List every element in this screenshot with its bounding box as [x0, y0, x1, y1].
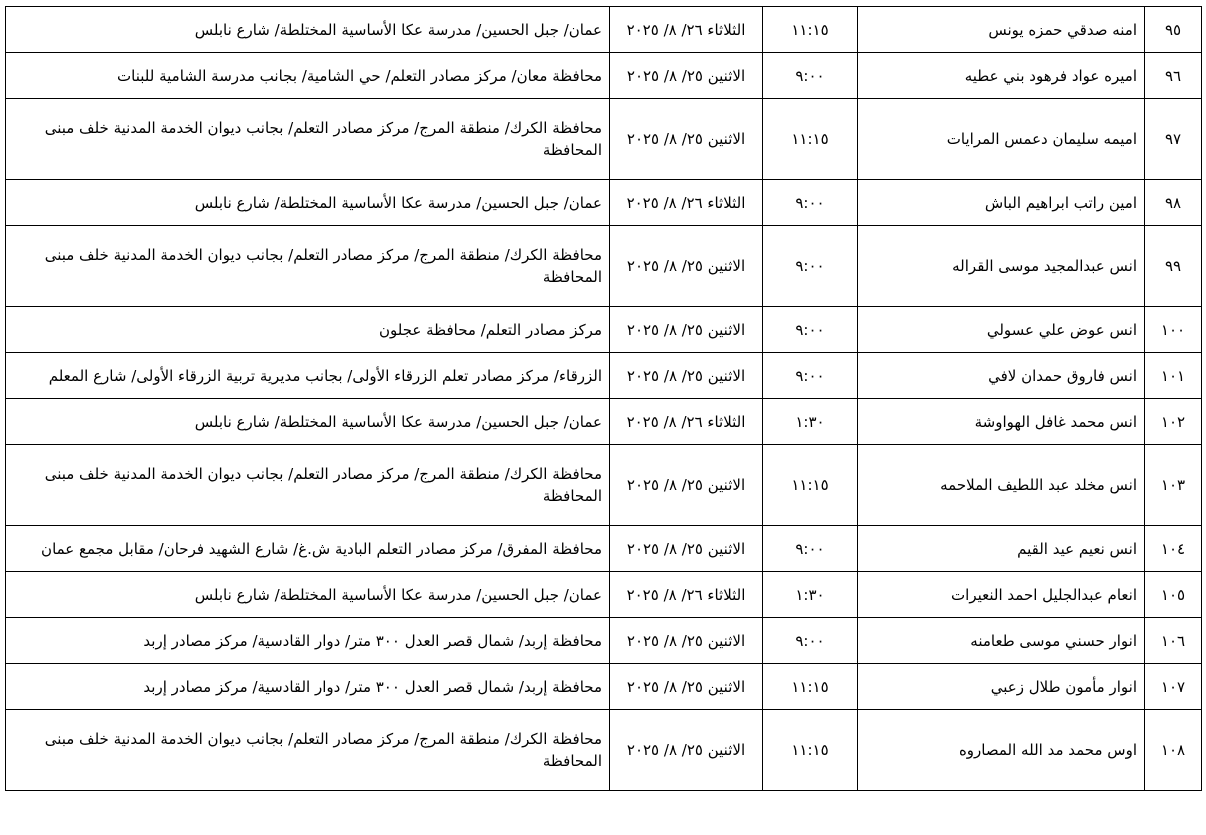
table-row [6, 710, 1202, 791]
candidate-name: انس عبدالمجيد موسى القراله [858, 226, 1145, 307]
exam-location: عمان/ جبل الحسين/ مدرسة عكا الأساسية المختلطة/ شارع نابلس [6, 180, 610, 226]
candidate-name: اوس محمد مد الله المصاروه [858, 710, 1145, 791]
exam-date: الثلاثاء ٢٦/ ٨/ ٢٠٢٥ [610, 399, 763, 445]
exam-location: مركز مصادر التعلم/ محافظة عجلون [6, 307, 610, 353]
exam-date: الاثنين ٢٥/ ٨/ ٢٠٢٥ [610, 664, 763, 710]
row-number: ٩٦ [1145, 53, 1202, 99]
row-number: ١٠٧ [1145, 664, 1202, 710]
candidate-name: اميمه سليمان دعمس المرايات [858, 99, 1145, 180]
exam-location: محافظة الكرك/ منطقة المرج/ مركز مصادر التعلم/ بجانب ديوان الخدمة المدنية خلف مبنى المحافظة [6, 226, 610, 307]
exam-location: محافظة معان/ مركز مصادر التعلم/ حي الشامية/ بجانب مدرسة الشامية للبنات [6, 53, 610, 99]
table-row [6, 226, 1202, 307]
exam-date: الاثنين ٢٥/ ٨/ ٢٠٢٥ [610, 710, 763, 791]
exam-location: محافظة المفرق/ مركز مصادر التعلم البادية ش.غ/ شارع الشهيد فرحان/ مقابل مجمع عمان [6, 526, 610, 572]
row-number: ٩٨ [1145, 180, 1202, 226]
exam-time: ١١:١٥ [763, 445, 858, 526]
exam-time: ١١:١٥ [763, 99, 858, 180]
exam-date: الاثنين ٢٥/ ٨/ ٢٠٢٥ [610, 526, 763, 572]
table-row [6, 664, 1202, 710]
exam-location: محافظة الكرك/ منطقة المرج/ مركز مصادر التعلم/ بجانب ديوان الخدمة المدنية خلف مبنى المحافظة [6, 445, 610, 526]
exam-date: الاثنين ٢٥/ ٨/ ٢٠٢٥ [610, 307, 763, 353]
candidate-name: انس فاروق حمدان لافي [858, 353, 1145, 399]
exam-location: محافظة الكرك/ منطقة المرج/ مركز مصادر التعلم/ بجانب ديوان الخدمة المدنية خلف مبنى المحافظة [6, 710, 610, 791]
row-number: ١٠٠ [1145, 307, 1202, 353]
table-row [6, 353, 1202, 399]
table-row [6, 53, 1202, 99]
exam-time: ٩:٠٠ [763, 180, 858, 226]
exam-date: الاثنين ٢٥/ ٨/ ٢٠٢٥ [610, 353, 763, 399]
exam-date: الثلاثاء ٢٦/ ٨/ ٢٠٢٥ [610, 7, 763, 53]
exam-time: ٩:٠٠ [763, 353, 858, 399]
table-row [6, 7, 1202, 53]
row-number: ١٠١ [1145, 353, 1202, 399]
exam-location: عمان/ جبل الحسين/ مدرسة عكا الأساسية المختلطة/ شارع نابلس [6, 7, 610, 53]
row-number: ١٠٤ [1145, 526, 1202, 572]
table-row [6, 180, 1202, 226]
exam-location: محافظة إربد/ شمال قصر العدل ٣٠٠ متر/ دوار القادسية/ مركز مصادر إربد [6, 618, 610, 664]
exam-time: ٩:٠٠ [763, 307, 858, 353]
schedule-table [5, 6, 1202, 791]
row-number: ١٠٢ [1145, 399, 1202, 445]
row-number: ٩٩ [1145, 226, 1202, 307]
exam-date: الاثنين ٢٥/ ٨/ ٢٠٢٥ [610, 99, 763, 180]
table-row [6, 572, 1202, 618]
exam-location: محافظة إربد/ شمال قصر العدل ٣٠٠ متر/ دوار القادسية/ مركز مصادر إربد [6, 664, 610, 710]
table-row [6, 445, 1202, 526]
exam-date: الثلاثاء ٢٦/ ٨/ ٢٠٢٥ [610, 180, 763, 226]
row-number: ١٠٥ [1145, 572, 1202, 618]
row-number: ١٠٦ [1145, 618, 1202, 664]
exam-time: ١:٣٠ [763, 399, 858, 445]
table-row [6, 399, 1202, 445]
table-row [6, 526, 1202, 572]
exam-date: الاثنين ٢٥/ ٨/ ٢٠٢٥ [610, 226, 763, 307]
table-row [6, 99, 1202, 180]
row-number: ٩٧ [1145, 99, 1202, 180]
exam-location: عمان/ جبل الحسين/ مدرسة عكا الأساسية المختلطة/ شارع نابلس [6, 572, 610, 618]
exam-location: الزرقاء/ مركز مصادر تعلم الزرقاء الأولى/ بجانب مديرية تربية الزرقاء الأولى/ شارع المعلم [6, 353, 610, 399]
exam-date: الثلاثاء ٢٦/ ٨/ ٢٠٢٥ [610, 572, 763, 618]
exam-date: الاثنين ٢٥/ ٨/ ٢٠٢٥ [610, 445, 763, 526]
candidate-name: انس نعيم عيد القيم [858, 526, 1145, 572]
candidate-name: امنه صدقي حمزه يونس [858, 7, 1145, 53]
table-row [6, 618, 1202, 664]
row-number: ٩٥ [1145, 7, 1202, 53]
row-number: ١٠٨ [1145, 710, 1202, 791]
exam-time: ١١:١٥ [763, 710, 858, 791]
candidate-name: انعام عبدالجليل احمد النعيرات [858, 572, 1145, 618]
exam-date: الاثنين ٢٥/ ٨/ ٢٠٢٥ [610, 53, 763, 99]
candidate-name: انس مخلد عبد اللطيف الملاحمه [858, 445, 1145, 526]
exam-time: ١١:١٥ [763, 7, 858, 53]
table-row [6, 307, 1202, 353]
exam-location: محافظة الكرك/ منطقة المرج/ مركز مصادر التعلم/ بجانب ديوان الخدمة المدنية خلف مبنى المحافظة [6, 99, 610, 180]
exam-time: ٩:٠٠ [763, 526, 858, 572]
exam-time: ٩:٠٠ [763, 618, 858, 664]
exam-date: الاثنين ٢٥/ ٨/ ٢٠٢٥ [610, 618, 763, 664]
candidate-name: انوار مأمون طلال زعبي [858, 664, 1145, 710]
candidate-name: اميره عواد فرهود بني عطيه [858, 53, 1145, 99]
candidate-name: انس محمد غافل الهواوشة [858, 399, 1145, 445]
exam-time: ٩:٠٠ [763, 226, 858, 307]
exam-time: ٩:٠٠ [763, 53, 858, 99]
candidate-name: امين راتب ابراهيم الباش [858, 180, 1145, 226]
row-number: ١٠٣ [1145, 445, 1202, 526]
exam-location: عمان/ جبل الحسين/ مدرسة عكا الأساسية المختلطة/ شارع نابلس [6, 399, 610, 445]
exam-time: ١١:١٥ [763, 664, 858, 710]
candidate-name: انس عوض علي عسولي [858, 307, 1145, 353]
exam-time: ١:٣٠ [763, 572, 858, 618]
candidate-name: انوار حسني موسى طعامنه [858, 618, 1145, 664]
